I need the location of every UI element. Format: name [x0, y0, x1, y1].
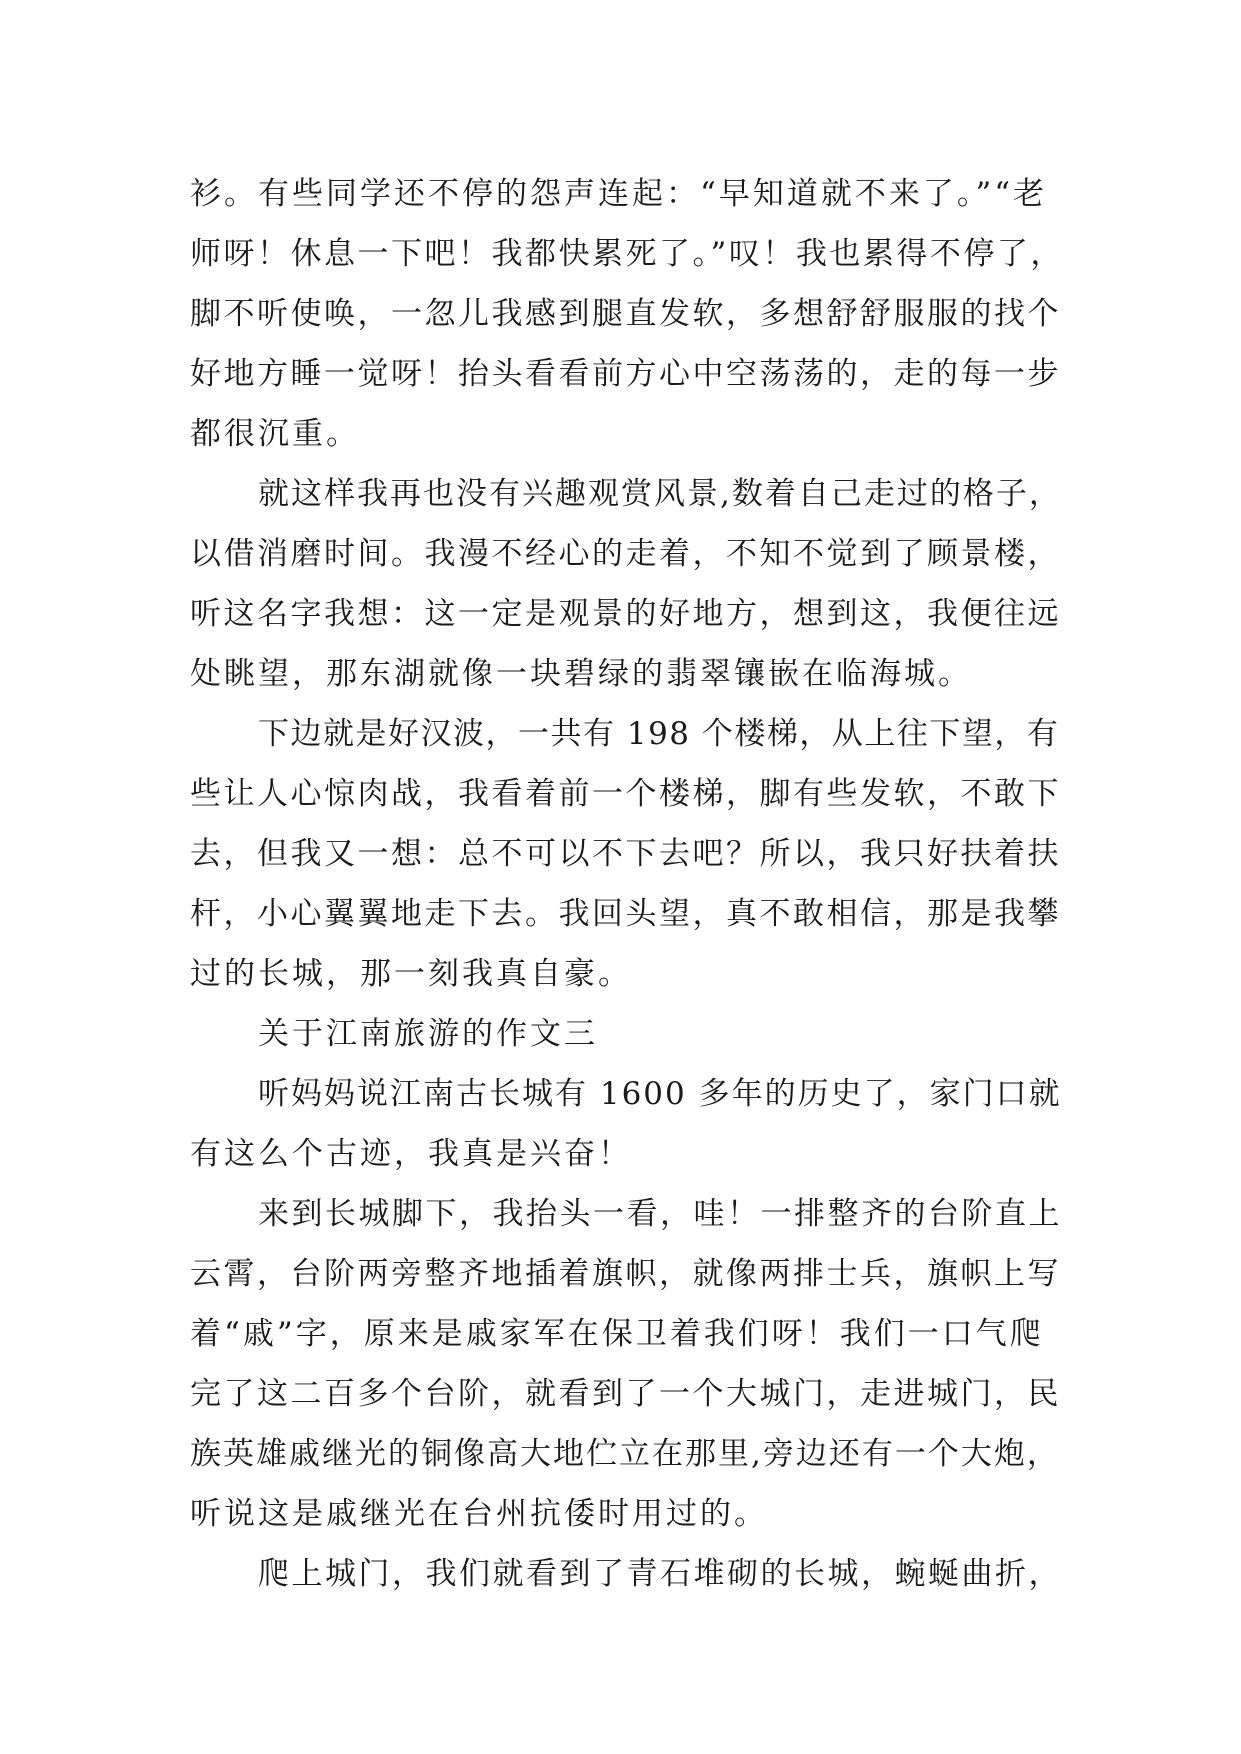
text-line: 来到长城脚下，我抬头一看，哇！一排整齐的台阶直上: [258, 1196, 1062, 1232]
text-line: 有这么个古迹，我真是兴奋！: [190, 1136, 632, 1172]
text-line: 师呀！休息一下吧！我都快累死了。”叹！我也累得不停了，: [190, 236, 1064, 272]
text-line: 都很沉重。: [190, 416, 360, 452]
text-line: 听妈妈说江南古长城有 1600 多年的历史了，家门口就: [258, 1076, 1062, 1112]
text-line: 听说这是戚继光在台州抗倭时用过的。: [190, 1496, 768, 1532]
text-line: 处眺望，那东湖就像一块碧绿的翡翠镶嵌在临海城。: [190, 656, 972, 692]
text-line: 族英雄戚继光的铜像高大地伫立在那里,旁边还有一个大炮，: [190, 1436, 1060, 1472]
text-line: 就这样我再也没有兴趣观赏风景,数着自己走过的格子，: [258, 476, 1062, 512]
text-line: 云霄，台阶两旁整齐地插着旗帜，就像两排士兵，旗帜上写: [190, 1256, 1061, 1292]
text-line: 着“戚”字，原来是戚家军在保卫着我们呀！我们一口气爬: [190, 1316, 1044, 1352]
section-heading: 关于江南旅游的作文三: [258, 1016, 598, 1052]
text-line: 听这名字我想：这一定是观景的好地方，想到这，我便往远: [190, 596, 1061, 632]
text-line: 去，但我又一想：总不可以不下去吧？所以，我只好扶着扶: [190, 836, 1061, 872]
text-line: 杆，小心翼翼地走下去。我回头望，真不敢相信，那是我攀: [190, 896, 1061, 932]
text-line: 爬上城门，我们就看到了青石堆砌的长城，蜿蜒曲折，: [258, 1556, 1062, 1592]
text-line: 下边就是好汉波，一共有 198 个楼梯，从上往下望，有: [258, 716, 1060, 752]
text-line: 过的长城，那一刻我真自豪。: [190, 956, 632, 992]
document-body: [190, 164, 1070, 1604]
text-line: 好地方睡一觉呀！抬头看看前方心中空荡荡的，走的每一步: [190, 356, 1061, 392]
text-line: 脚不听使唤，一忽儿我感到腿直发软，多想舒舒服服的找个: [190, 296, 1061, 332]
text-line: 衫。有些同学还不停的怨声连起：“早知道就不来了。”“老: [190, 176, 1048, 212]
text-line: 些让人心惊肉战，我看着前一个楼梯，脚有些发软，不敢下: [190, 776, 1061, 812]
text-line: 完了这二百多个台阶，就看到了一个大城门，走进城门，民: [190, 1376, 1061, 1412]
text-line: 以借消磨时间。我漫不经心的走着，不知不觉到了顾景楼，: [190, 536, 1061, 572]
